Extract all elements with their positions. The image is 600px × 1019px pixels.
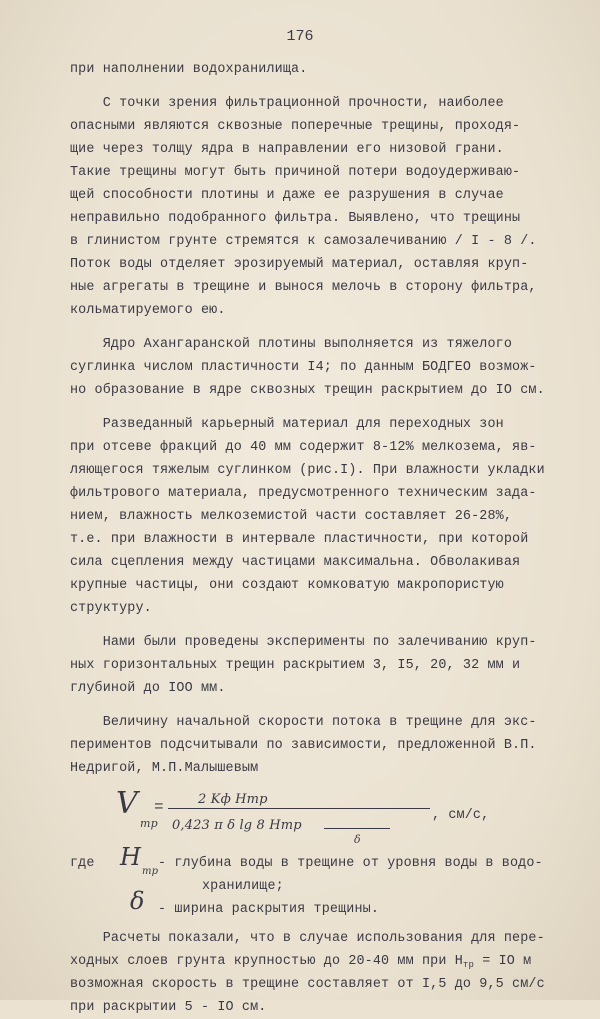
text-line: Ядро Ахангаранской плотины выполняется из тяжелого (70, 337, 513, 352)
text-line: щей способности плотины и даже ее разрушения в случае (70, 188, 504, 203)
paragraph-filtration-strength (70, 92, 566, 322)
document-body (70, 58, 566, 1019)
paragraph-calculations (70, 927, 566, 1019)
text-line: структуру. (70, 601, 152, 616)
formula-inner-denominator: δ (354, 833, 361, 846)
text-line: ляющегося тяжелым суглинком (рис.I). При влажности укладки (70, 463, 545, 478)
formula-unit: , см/с, (432, 808, 490, 823)
text-line: возможная скорость в трещине составляет от I,5 до 9,5 см/с (70, 977, 545, 992)
text-line: щие через толщу ядра в направлении его низовой грани. (70, 142, 504, 157)
formula-lhs: V (116, 786, 138, 821)
legend-label: где (70, 856, 95, 871)
text-line: сила сцепления между частицами максимальна. Обволакивая (70, 555, 521, 570)
paragraph-experiments (70, 631, 566, 700)
legend-h-description: - глубина воды в трещине от уровня воды в водо- (158, 856, 543, 871)
text-line: Разведанный карьерный материал для переходных зон (70, 417, 504, 432)
text-line: опасными являются сквозные поперечные трещины, проходя- (70, 119, 521, 134)
legend-delta-symbol: δ (130, 887, 145, 915)
text-line: С точки зрения фильтрационной прочности, наиболее (70, 96, 504, 111)
text-line: кольматируемого ею. (70, 303, 226, 318)
legend-h-symbol: H (120, 843, 142, 871)
page-number: 176 (286, 28, 314, 45)
formula-numerator: 2 Kф Hтр (198, 792, 268, 807)
text-line: т.е. при влажности в интервале пластичности, при которой (70, 532, 529, 547)
text-line: при отсеве фракций до 40 мм содержит 8-12% мелкозема, яв- (70, 440, 537, 455)
formula-denominator: 0,423 π δ lg 8 Hтр (172, 818, 302, 833)
legend-h-subscript: тр (142, 866, 159, 877)
text-line: неправильно подобранного фильтра. Выявлено, что трещины (70, 211, 521, 226)
text-line: но образование в ядре сквозных трещин раскрытием до IО см. (70, 383, 545, 398)
text-line: ходных слоев грунта крупностью до 20-40 мм при $H_{тр}$ = IО м (70, 954, 532, 970)
velocity-formula (70, 782, 566, 852)
text-line: глубиной до IОО мм. (70, 681, 226, 696)
text-line: ные агрегаты в трещине и вынося мелочь в сторону фильтра, (70, 280, 537, 295)
paragraph-dam-core (70, 333, 566, 402)
text-line: Недригой, М.П.Малышевым (70, 761, 259, 776)
text-line: ных горизонтальных трещин раскрытием 3, I5, 20, 32 мм и (70, 658, 521, 673)
text-line: Величину начальной скорости потока в трещине для экс- (70, 715, 537, 730)
text-line: при наполнении водохранилища. (70, 62, 308, 77)
formula-lhs-subscript: тр (140, 817, 158, 830)
text-line: Такие трещины могут быть причиной потери водоудерживаю- (70, 165, 521, 180)
formula-legend (70, 843, 566, 921)
formula-equals: = (154, 798, 164, 816)
text-line: Поток воды отделяет эрозируемый материал, оставляя круп- (70, 257, 529, 272)
inline-subscript: тр (462, 960, 475, 970)
text-line: в глинистом грунте стремятся к самозалечиванию / I - 8 /. (70, 234, 537, 249)
text-line: нием, влажность мелкоземистой части составляет 26-28%, (70, 509, 513, 524)
text-line: фильтрового материала, предусмотренного техническим зада- (70, 486, 537, 501)
text-line: периментов подсчитывали по зависимости, предложенной В.П. (70, 738, 537, 753)
paragraph-quarry-material (70, 413, 566, 620)
text-line: крупные частицы, они создают комковатую макропористую (70, 578, 504, 593)
text-line: суглинка числом пластичности I4; по данным БОДГЕО возмож- (70, 360, 537, 375)
paragraph-initial-velocity (70, 711, 566, 780)
legend-delta-description: - ширина раскрытия трещины. (158, 902, 380, 917)
text-line: Нами были проведены эксперименты по залечиванию круп- (70, 635, 537, 650)
legend-h-description-cont: хранилище; (202, 879, 284, 894)
text-line: Расчеты показали, что в случае использования для пере- (70, 931, 545, 946)
fraction-bar (168, 808, 430, 809)
text-line: при раскрытии 5 - IО см. (70, 1000, 267, 1015)
